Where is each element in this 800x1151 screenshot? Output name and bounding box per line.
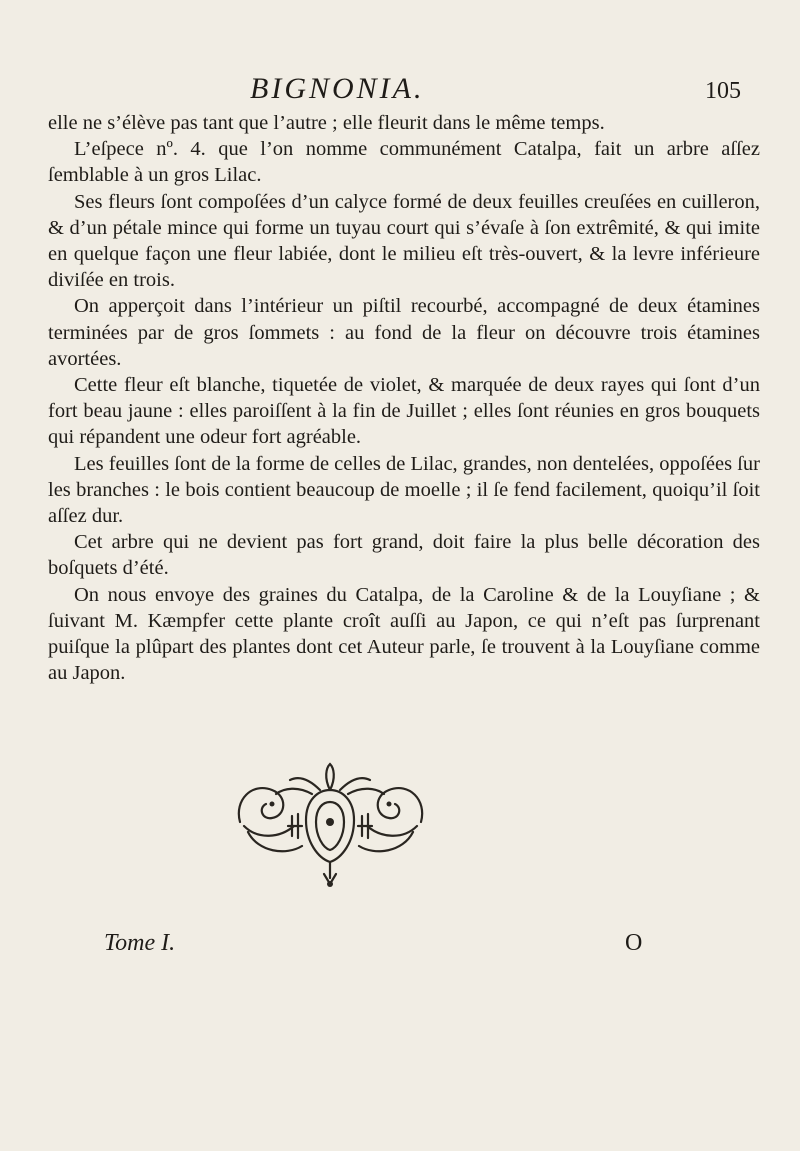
- paragraph: Cet arbre qui ne devient pas fort grand, doit faire la plus belle décoration des boſquets d’été.: [48, 531, 760, 580]
- paragraph: Ses fleurs ſont compoſées d’un calyce formé de deux feuilles creuſées en cuilleron, & d’un pétale mince qui forme un tuyau court qui s’évaſe à ſon extrêmité, & qui imite en quelque façon une fleur labiée, dont le milieu eſt très-ouvert, & la levre inférieure diviſée en trois.: [48, 190, 760, 292]
- body-text: [48, 110, 760, 686]
- paragraph: Les feuilles ſont de la forme de celles de Lilac, grandes, non dentelées, oppoſées ſur les branches : le bois contient beaucoup de moelle ; il ſe fend facilement, quoiqu’il ſoit aſſez dur.: [48, 452, 760, 528]
- paragraph: Cette fleur eſt blanche, tiquetée de violet, & marquée de deux rayes qui ſont d’un fort beau jaune : elles paroiſſent à la fin de Juillet ; elles ſont réunies en gros bouquets qui répandent une odeur fort agréable.: [48, 374, 760, 449]
- paragraph: L’eſpece nº. 4. que l’on nomme communément Catalpa, fait un arbre aſſez ſemblable à un gros Lilac.: [48, 138, 760, 187]
- volume-mark: Tome I.: [104, 930, 176, 956]
- paragraph: elle ne s’élève pas tant que l’autre ; elle fleurit dans le même temps.: [48, 112, 605, 134]
- signature-mark: O: [625, 930, 643, 956]
- running-title: BIGNONIA.: [250, 72, 425, 105]
- floral-vignette-icon: [228, 760, 433, 890]
- running-head: [0, 72, 800, 108]
- page-number: 105: [705, 78, 741, 104]
- paragraph: On apperçoit dans l’intérieur un piſtil recourbé, accompagné de deux étamines terminées par de gros ſommets : au fond de la fleur on découvre trois étamines avortées.: [48, 295, 760, 370]
- page-footer: [0, 930, 800, 966]
- paragraph: On nous envoye des graines du Catalpa, de la Caroline & de la Louyſiane ; & ſuivant M. Kæmpfer cette plante croît auſſi au Japon, ce qui n’eſt pas ſurprenant puiſque la plûpart des plantes dont cet Auteur parle, ſe trouvent à la Louyſiane comme au Japon.: [48, 583, 760, 685]
